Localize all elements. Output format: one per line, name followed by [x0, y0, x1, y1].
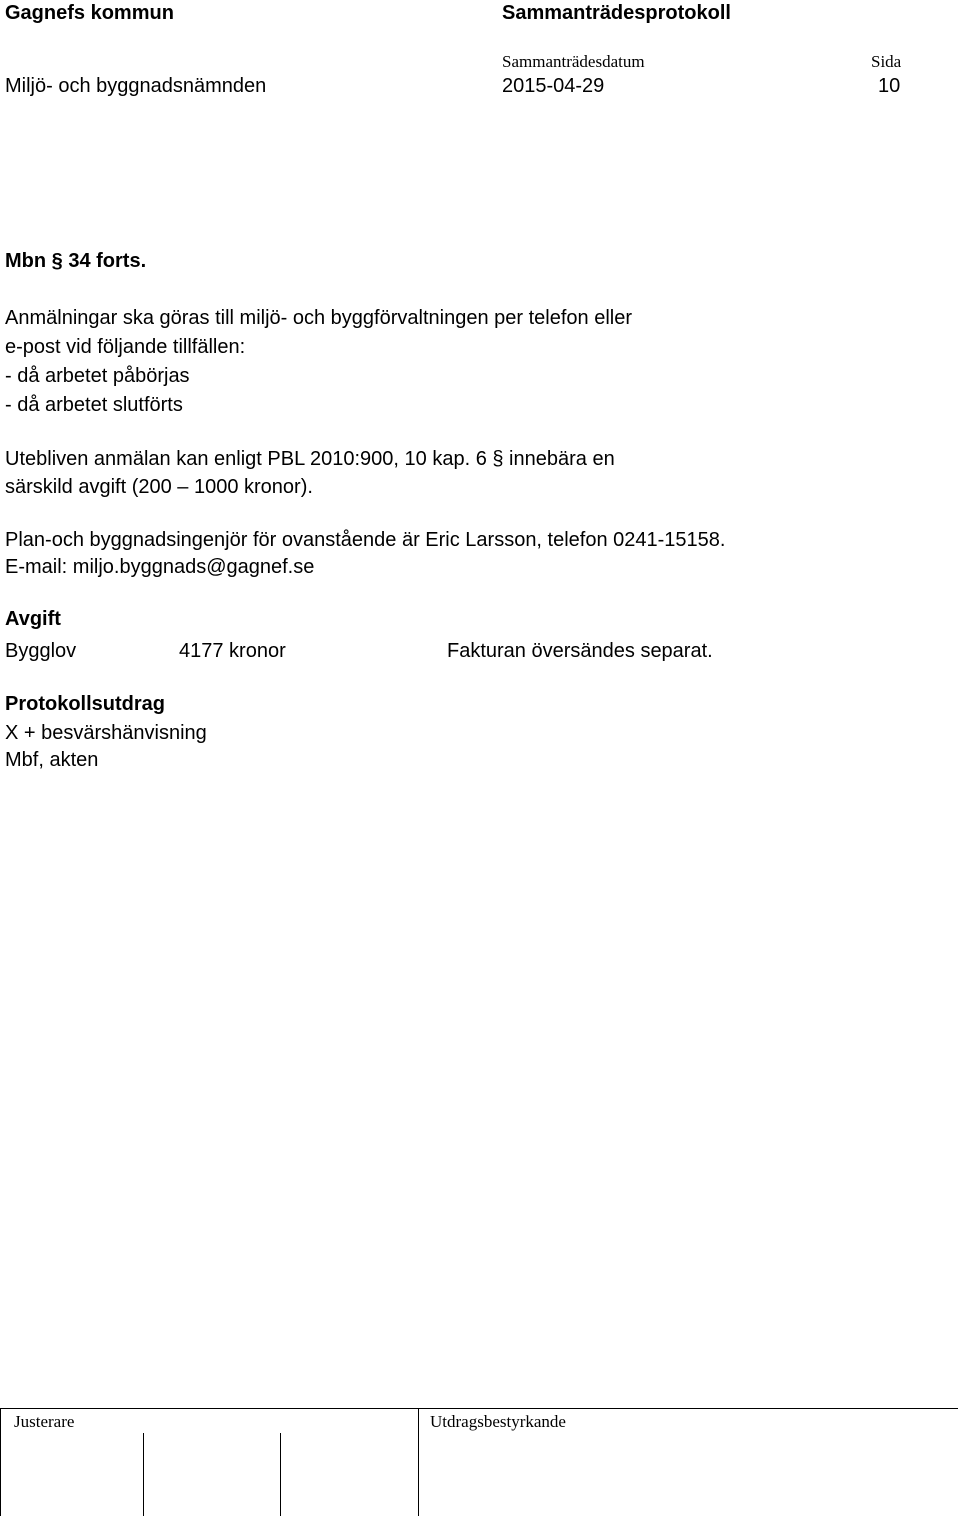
fee-amount: 4177 kronor	[179, 640, 286, 662]
email-line: E-mail: miljo.byggnads@gagnef.se	[5, 556, 315, 578]
paragraph-line: särskild avgift (200 – 1000 kronor).	[5, 476, 313, 498]
paragraph-line: e-post vid följande tillfällen:	[5, 336, 246, 358]
notification-paragraph	[5, 304, 632, 420]
paragraph-line: Plan-och byggnadsingenjör för ovanstående är Eric Larsson, telefon 0241-15158.	[5, 529, 726, 551]
signature-box-divider	[280, 1433, 281, 1516]
date-label: Sammanträdesdatum	[502, 52, 645, 71]
fee-warning-paragraph	[5, 445, 615, 501]
paragraph-line: Anmälningar ska göras till miljö- och byggförvaltningen per telefon eller	[5, 307, 632, 329]
document-type: Sammanträdesprotokoll	[502, 2, 731, 24]
adjuster-label: Justerare	[14, 1412, 75, 1431]
extract-recipient: X + besvärshänvisning	[5, 722, 207, 744]
signature-box-divider	[143, 1433, 144, 1516]
certification-label: Utdragsbestyrkande	[430, 1412, 566, 1431]
municipality-name: Gagnefs kommun	[5, 2, 174, 24]
page-number: 10	[878, 75, 901, 97]
paragraph-line: Utebliven anmälan kan enligt PBL 2010:900, 10 kap. 6 § innebära en	[5, 448, 615, 470]
extract-list	[5, 720, 207, 774]
list-item: - då arbetet påbörjas	[5, 365, 190, 387]
section-heading: Mbn § 34 forts.	[5, 250, 147, 272]
fee-type: Bygglov	[5, 640, 77, 662]
footer-divider	[418, 1409, 419, 1516]
list-item: - då arbetet slutförts	[5, 394, 183, 416]
extract-heading: Protokollsutdrag	[5, 693, 166, 715]
board-name: Miljö- och byggnadsnämnden	[5, 75, 267, 97]
contact-paragraph	[5, 527, 725, 581]
signature-footer	[0, 1408, 958, 1516]
footer-divider	[0, 1409, 1, 1516]
page-label: Sida	[871, 52, 902, 71]
extract-recipient: Mbf, akten	[5, 749, 99, 771]
fee-heading: Avgift	[5, 608, 61, 630]
meeting-date: 2015-04-29	[502, 75, 605, 97]
fee-note: Fakturan översändes separat.	[447, 640, 713, 662]
